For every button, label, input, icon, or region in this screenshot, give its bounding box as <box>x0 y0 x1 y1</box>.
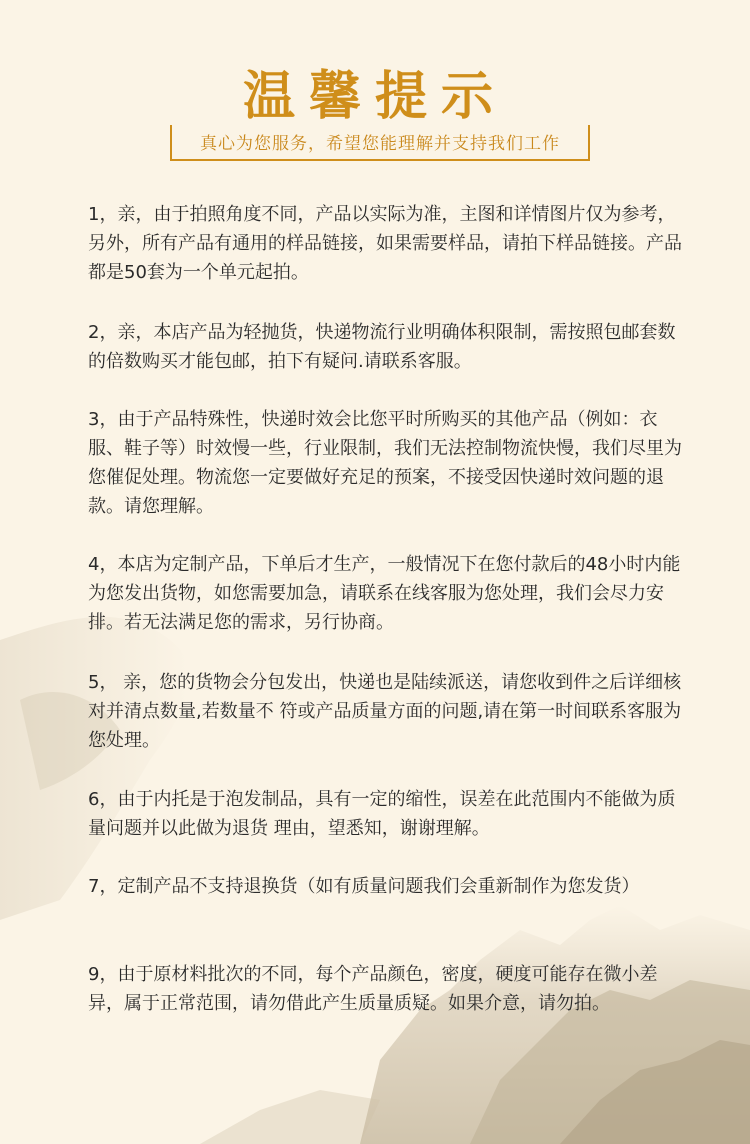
notice-item-2: 2，亲，本店产品为轻抛货，快递物流行业明确体积限制，需按照包邮套数的倍数购买才能包邮，拍下有疑问.请联系客服。 <box>88 322 676 372</box>
notice-item-9: 9，由于原材料批次的不同，每个产品颜色，密度，硬度可能存在微小差异，属于正常范围，请勿借此产生质量质疑。如果介意，请勿拍。 <box>88 964 658 1014</box>
notice-item-6: 6，由于内托是于泡发制品，具有一定的缩性，误差在此范围内不能做为质量问题并以此做为退货 理由，望悉知，谢谢理解。 <box>88 789 676 839</box>
notice-item-3: 3，由于产品特殊性，快递时效会比您平时所购买的其他产品（例如：衣服、鞋子等）时效慢一些，行业限制，我们无法控制物流快慢，我们尽里为您催促处理。物流您一定要做好充足的预案，不接受因快递时效问题的退款。请您理解。 <box>88 409 682 517</box>
subtitle-frame <box>170 125 590 161</box>
notice-item-1: 1，亲，由于拍照角度不同，产品以实际为准，主图和详情图片仅为参考，另外，所有产品有通用的样品链接，如果需要样品，请拍下样品链接。产品都是50套为一个单元起拍。 <box>88 204 682 283</box>
notice-item-7: 7，定制产品不支持退换货（如有质量问题我们会重新制作为您发货） <box>88 876 640 897</box>
notice-item-4: 4，本店为定制产品，下单后才生产，一般情况下在您付款后的48小时内能为您发出货物，如您需要加急，请联系在线客服为您处理，我们会尽力安排。若无法满足您的需求，另行协商。 <box>88 554 681 633</box>
notice-item-5: 5， 亲，您的货物会分包发出，快递也是陆续派送，请您收到件之后详细核对并清点数量,若数量不 符或产品质量方面的问题,请在第一时间联系客服为您处理。 <box>88 672 682 751</box>
page-title: 温馨提示 <box>242 66 507 127</box>
page-subtitle: 真心为您服务，希望您能理解并支持我们工作 <box>200 134 560 154</box>
